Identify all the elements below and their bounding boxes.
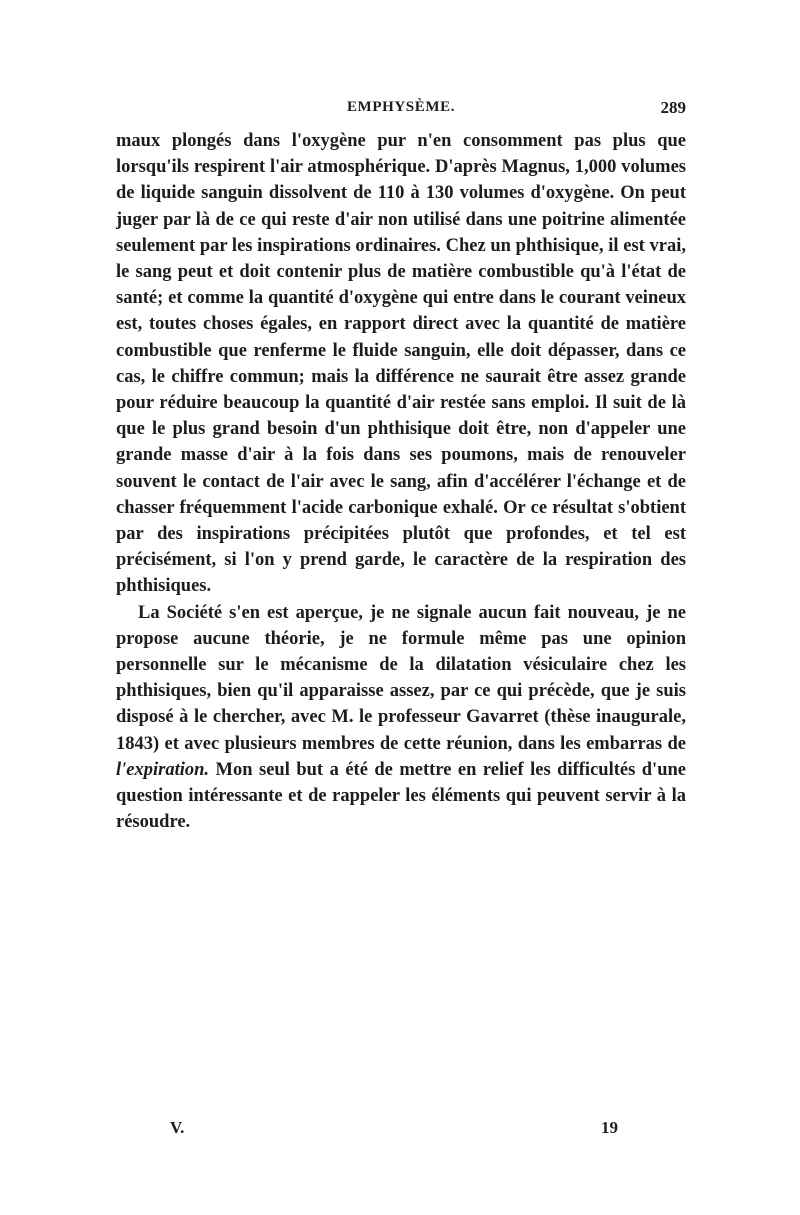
paragraph-2 xyxy=(116,600,686,836)
paragraph-2-text-before: La Société s'en est aperçue, je ne signale aucun fait nouveau, je ne propose aucune théorie, je ne formule même pas une opinion personnelle sur le mécanisme de la dilatation vésiculaire chez les phthisiques, bien qu'il apparaisse assez, par ce qui précède, que je suis disposé à le chercher, avec M. le professeur Gavarret (thèse inaugurale, 1843) et avec plusieurs membres de cette réunion, dans les embarras de xyxy=(116,602,686,754)
running-title: EMPHYSÈME. xyxy=(346,99,456,115)
page-number: 289 xyxy=(660,98,686,117)
page-footer xyxy=(170,1118,650,1144)
page-header xyxy=(116,99,686,127)
paragraph-2-text-after: Mon seul but a été de mettre en relief les difficultés d'une question intéressante et de rappeler les éléments qui peuvent servir à la résoudre. xyxy=(116,759,686,833)
paragraph-1: maux plongés dans l'oxygène pur n'en consomment pas plus que lorsqu'ils respirent l'air atmosphérique. D'après Magnus, 1,000 volumes de liquide sanguin dissolvent de 110 à 130 volumes d'oxygène. On peut juger par là de ce qui reste d'air non utilisé dans une poitrine alimentée seulement par les inspirations ordinaires. Chez un phthisique, il est vrai, le sang peut et doit contenir plus de matière combustible qu'à l'état de santé; et comme la quantité d'oxygène qui entre dans le courant veineux est, toutes choses égales, en rapport direct avec la quantité de matière combustible que renferme le fluide sanguin, elle doit dépasser, dans ce cas, le chiffre commun; mais la différence ne saurait être assez grande pour réduire beaucoup la quantité d'air restée sans emploi. Il suit de là que le plus grand besoin d'un phthisique doit être, non d'appeler une grande masse d'air à la fois dans ses poumons, mais de renouveler souvent le contact de l'air avec le sang, afin d'accélérer l'échange et de chasser fréquemment l'acide carbonique exhalé. Or ce résultat s'obtient par des inspirations précipitées plutôt que profondes, et tel est précisément, si l'on y prend garde, le caractère de la respiration des phthisiques. xyxy=(116,131,686,597)
sheet-number: 19 xyxy=(601,1118,618,1137)
signature-mark: V. xyxy=(170,1118,185,1137)
paragraph-2-emphasis: l'expiration. xyxy=(116,759,210,780)
body-text xyxy=(116,128,686,835)
